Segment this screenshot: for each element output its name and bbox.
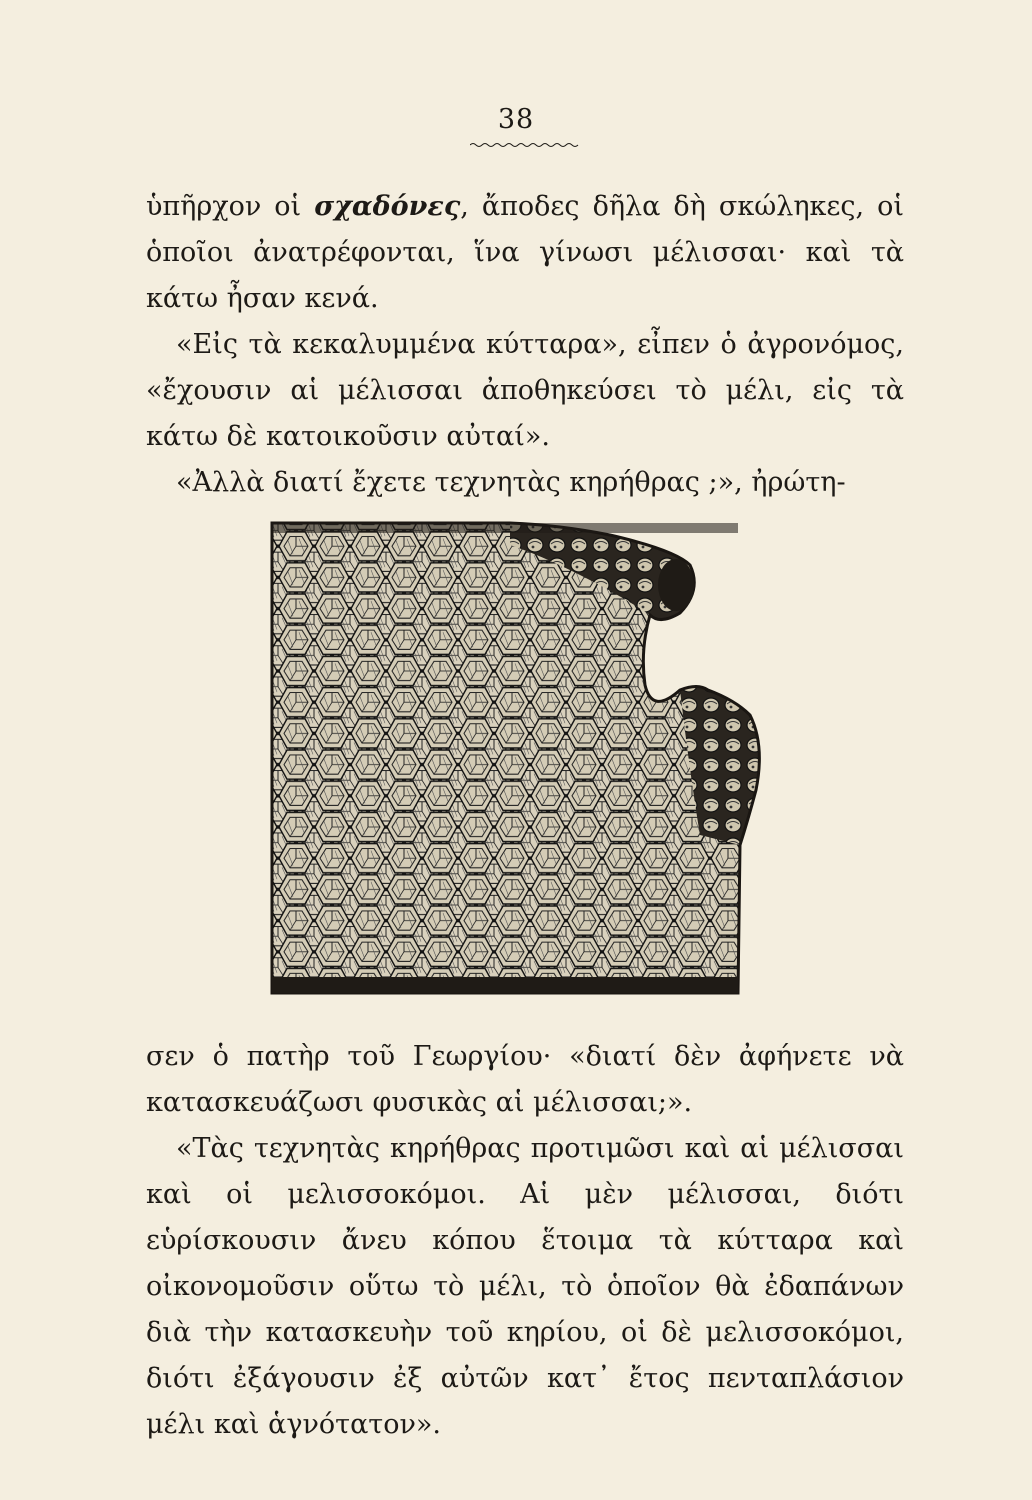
- page-number-ornament: [470, 142, 580, 148]
- paragraph-5: «Τὰς τεχνητὰς κηρήθρας προτιμῶσι καὶ αἱ μέλισσαι καὶ οἱ μελισσοκόμοι. Αἱ μὲν μέλισσαι, διότι εὑρίσκουσιν ἄνευ κόπου ἕτοιμα τὰ κύτταρα καὶ οἰκονομοῦσιν οὕτω τὸ μέλι, τὸ ὁποῖον θὰ ἐδαπάνων διὰ τὴν κατασκευὴν τοῦ κηρίου, οἱ δὲ μελισσοκόμοι, διότι ἐξάγουσιν ἐξ αὐτῶν κατ᾽ ἔτος πενταπλάσιον μέλι καὶ ἁγνότατον».: [146, 1133, 904, 1440]
- paragraph-1: ὑπῆρχον οἱ σχαδόνες, ἄποδες δῆλα δὴ σκώληκες, οἱ ὁποῖοι ἀνατρέφονται, ἵνα γίνωσι μέλισσαι· καὶ τὰ κάτω ἦσαν κενά.: [146, 191, 905, 314]
- honeycomb-illustration: [260, 515, 800, 1000]
- emphasized-term: σχαδόνες: [314, 191, 461, 222]
- page-number: 38: [497, 104, 535, 135]
- paragraph-4: σεν ὁ πατὴρ τοῦ Γεωργίου· «διατί δὲν ἀφήνετε νὰ κατασκευάζωσι φυσικὰς αἱ μέλισσαι;».: [146, 1041, 904, 1118]
- paragraph-3: «Ἀλλὰ διατί ἔχετε τεχνητὰς κηρήθρας ;», ἠρώτη-: [176, 467, 846, 498]
- top-text-block: [146, 184, 904, 506]
- bottom-text-block: [146, 1034, 904, 1448]
- paragraph-2: «Εἰς τὰ κεκαλυμμένα κύτταρα», εἶπεν ὁ ἀγρονόμος, «ἔχουσιν αἱ μέλισσαι ἀποθηκεύσει τὸ μέλι, εἰς τὰ κάτω δὲ κατοικοῦσιν αὐταί».: [146, 329, 904, 452]
